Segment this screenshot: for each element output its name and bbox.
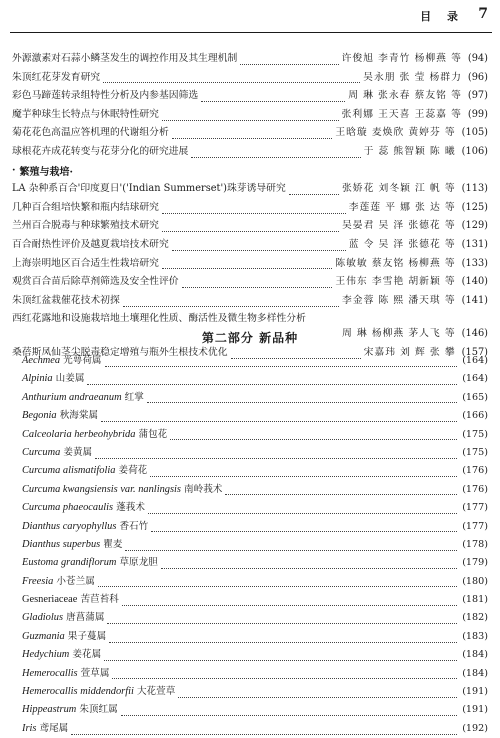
toc-entry[interactable] — [22, 370, 488, 388]
page-number: 7 — [478, 6, 488, 22]
part-title: 第二部分 新品种 — [201, 331, 299, 345]
entry-authors: 张娇花 刘冬颖 江 帆 等 — [342, 183, 456, 195]
entry-page: (99) — [467, 108, 488, 120]
latin-name: Begonia — [22, 410, 57, 422]
leader-dots — [112, 670, 457, 679]
toc-entry[interactable] — [22, 462, 488, 480]
toc-entry[interactable]: 桑蓓斯凤仙茎尖脱毒稳定增殖与瓶外生根技术优化 宋嘉玮 刘 辉 张 攀 (157) — [12, 346, 488, 358]
leader-dots — [105, 358, 458, 367]
header-rule — [10, 32, 492, 33]
subhead-bullet: · — [12, 165, 16, 177]
entry-title: 兰州百合脱毒与种球繁殖技术研究 — [12, 220, 159, 232]
toc-entry[interactable] — [22, 554, 488, 572]
leader-dots — [178, 689, 457, 698]
entry-page: (177) — [462, 520, 488, 532]
leader-dots — [172, 130, 333, 139]
chinese-name: 蓬莪术 — [116, 502, 145, 514]
entry-title: 百合耐热性评价及越夏栽培技术研究 — [12, 238, 169, 250]
entry-page: (96) — [467, 71, 488, 83]
entry-title: 几种百合组培快繁和瓶内结球研究 — [12, 201, 159, 213]
leader-dots — [122, 597, 457, 606]
entry-page: (180) — [462, 575, 488, 587]
page-header — [0, 6, 500, 28]
toc-entry[interactable] — [22, 701, 488, 719]
toc-entry[interactable] — [22, 426, 488, 444]
entry-title: 魔芋种球生长特点与休眠特性研究 — [12, 108, 159, 120]
leader-dots — [201, 93, 345, 102]
leader-dots — [103, 74, 360, 83]
entry-title: 球根花卉成花转变与花芽分化的研究进展 — [12, 145, 189, 157]
entry-authors: 许俊旭 李青竹 杨柳燕 等 — [341, 53, 462, 64]
toc-entry-long-title: 西红花露地和设施栽培地土壤理化性质、酶活性及微生物多样性分析 — [12, 313, 306, 325]
toc-entry[interactable] — [22, 444, 488, 462]
latin-name: Hemerocallis middendorfii — [22, 686, 134, 698]
entry-title: 彩色马蹄莲转录组特性分析及内参基因筛选 — [12, 90, 199, 102]
leader-dots — [162, 260, 332, 269]
entry-authors: 陈敏敏 蔡友铭 杨柳燕 等 — [335, 257, 456, 269]
toc-entry[interactable] — [12, 50, 488, 69]
entry-page: (176) — [462, 483, 488, 495]
entry-page: (131) — [461, 238, 488, 250]
leader-dots — [289, 186, 339, 195]
latin-name: Freesia — [22, 575, 54, 587]
leader-dots — [125, 542, 457, 551]
leader-dots — [150, 468, 457, 477]
latin-name: Aechmea — [22, 355, 61, 366]
entry-page: (164) — [462, 373, 488, 385]
toc-entry[interactable] — [22, 499, 488, 517]
toc-entry[interactable] — [22, 389, 488, 407]
latin-name: Hedychium — [22, 649, 70, 661]
toc-entry[interactable] — [12, 106, 488, 125]
leader-dots — [151, 523, 457, 532]
toc-entry[interactable] — [22, 628, 488, 646]
entry-page: (191) — [462, 704, 488, 716]
chinese-name: 果子蔓属 — [67, 630, 107, 642]
leader-dots — [104, 652, 457, 661]
latin-name: Curcuma — [22, 446, 61, 458]
entry-page: (179) — [462, 557, 488, 569]
leader-dots — [121, 707, 457, 716]
chinese-name: 山姜属 — [55, 373, 85, 385]
toc-entry[interactable] — [22, 665, 488, 683]
leader-dots — [162, 223, 339, 232]
entry-authors: 于 蕊 熊智颖 陈 曦 — [363, 145, 456, 157]
chinese-name: 朱顶红属 — [79, 704, 118, 716]
entry-page: (164) — [462, 355, 488, 366]
entry-authors: 吴晏君 吴 泽 张德花 等 — [342, 220, 456, 232]
entry-page: (166) — [462, 410, 488, 422]
entry-authors: 周 琳 张永春 蔡友铭 等 — [348, 90, 462, 102]
entry-page: (176) — [462, 465, 488, 477]
leader-dots — [162, 112, 339, 121]
entry-authors: 张利娜 王天喜 王蕊嘉 等 — [341, 108, 462, 120]
entry-page: (191) — [462, 686, 488, 698]
entry-title: 朱顶红盆栽催花技术初探 — [12, 294, 120, 306]
entry-page: (106) — [461, 145, 488, 157]
entry-page: (97) — [467, 90, 488, 102]
entry-title: 外源激素对石蒜小鳞茎发生的调控作用及其生理机制 — [12, 53, 238, 64]
leader-dots — [148, 505, 457, 514]
latin-name: Hemerocallis — [22, 667, 78, 679]
entry-page: (133) — [461, 257, 488, 269]
toc-entry[interactable] — [22, 481, 488, 499]
toc-entry[interactable] — [22, 609, 488, 627]
chinese-name: 姜荷花 — [118, 465, 148, 477]
toc-entry[interactable] — [22, 573, 488, 591]
toc-entry[interactable] — [22, 518, 488, 536]
entry-page: (178) — [462, 538, 488, 550]
chinese-name: 鸢尾属 — [39, 722, 69, 734]
entry-page: (192) — [462, 722, 488, 734]
entry-title: 观赏百合苗后除草剂筛选及安全性评价 — [12, 276, 179, 288]
entry-page: (140) — [461, 276, 488, 288]
leader-dots — [98, 578, 457, 587]
toc-entry[interactable] — [12, 292, 488, 311]
chinese-name: 光萼荷属 — [63, 355, 102, 366]
toc-entry[interactable] — [22, 720, 488, 738]
entry-page: (125) — [461, 201, 488, 213]
latin-name: Curcuma kwangsiensis var. nanlingsis — [22, 483, 181, 495]
leader-dots — [182, 279, 333, 288]
entry-page: (182) — [462, 612, 488, 624]
chinese-name: 红掌 — [124, 391, 144, 403]
chinese-name: 香石竹 — [119, 520, 149, 532]
latin-name: Alpinia — [22, 373, 53, 385]
leader-dots — [123, 298, 339, 307]
entry-page: (175) — [462, 428, 488, 440]
entry-title: 朱顶红花芽发育研究 — [12, 71, 101, 83]
entry-authors: 李莲莲 平 娜 张 达 等 — [348, 201, 456, 213]
entry-page: (184) — [462, 667, 488, 679]
latin-name: Iris — [22, 722, 37, 734]
entry-title: LA 杂种系百合'印度夏日'('Indian Summerset')珠芽诱导研究 — [12, 183, 286, 195]
toc-entry[interactable] — [12, 87, 488, 106]
leader-dots — [71, 726, 457, 735]
latin-name: Calceolaria herbeohybrida — [22, 428, 136, 440]
toc-entry[interactable] — [12, 143, 488, 162]
chinese-name: 小苍兰属 — [56, 575, 95, 587]
entry-authors: 王晗璇 麦焕欣 黄婷芬 等 — [335, 127, 456, 139]
entry-title: 上海崇明地区百合适生性栽培研究 — [12, 257, 159, 269]
chinese-name: 姜花属 — [72, 649, 102, 661]
entry-page: (141) — [461, 294, 488, 306]
leader-dots — [161, 560, 457, 569]
toc-entry[interactable] — [12, 124, 488, 143]
toc-entry[interactable] — [12, 255, 488, 274]
leader-dots — [191, 149, 360, 158]
leader-dots — [147, 394, 457, 403]
leader-dots — [225, 486, 457, 495]
latin-name: Curcuma alismatifolia — [22, 465, 116, 477]
chinese-name: 秋海棠属 — [59, 410, 99, 422]
entry-authors: 李金蓉 陈 熙 潘天琪 等 — [342, 294, 456, 306]
entry-page: (94) — [467, 53, 488, 64]
latin-name: Dianthus caryophyllus — [22, 520, 117, 532]
leader-dots — [240, 56, 338, 65]
toc-part1 — [12, 50, 488, 363]
latin-name: Eustoma grandiflorum — [22, 557, 117, 569]
entry-authors: 吴永朋 张 莹 杨群力 — [363, 71, 462, 83]
chinese-name: 姜黄属 — [63, 446, 93, 458]
entry-page: (175) — [462, 446, 488, 458]
toc-entry[interactable] — [22, 352, 488, 370]
chinese-name: 蒲包花 — [138, 428, 168, 440]
toc-entry[interactable] — [22, 683, 488, 701]
entry-page: (181) — [462, 594, 488, 606]
chinese-name: 萱草属 — [80, 667, 110, 679]
latin-name: Curcuma phaeocaulis — [22, 502, 114, 514]
toc-entry[interactable] — [22, 591, 488, 609]
entry-page: (177) — [462, 502, 488, 514]
latin-name: Gesneriaceae — [22, 594, 78, 606]
entry-authors: 蓝 令 吴 泽 张德花 等 — [348, 238, 456, 250]
chinese-name: 南岭莪术 — [184, 483, 223, 495]
leader-dots — [109, 634, 457, 643]
toc-part2 — [22, 352, 488, 738]
leader-dots — [107, 615, 457, 624]
entry-authors: 王伟东 李雪艳 胡新颖 等 — [335, 276, 456, 288]
latin-name: Dianthus superbus — [22, 538, 101, 550]
entry-page: (113) — [461, 183, 488, 195]
toc-entry[interactable] — [12, 180, 488, 199]
leader-dots — [101, 413, 457, 422]
entry-page: (105) — [461, 127, 488, 139]
chinese-name: 苦苣苔科 — [80, 594, 119, 606]
latin-name: Guzmania — [22, 630, 65, 642]
leader-dots — [87, 376, 457, 385]
chinese-name: 瞿麦 — [103, 538, 123, 550]
chinese-name: 大花萱草 — [136, 686, 176, 698]
toc-entry[interactable] — [22, 646, 488, 664]
leader-dots — [172, 242, 346, 251]
leader-dots — [170, 431, 457, 440]
toc-entry[interactable] — [12, 217, 488, 236]
toc-entry[interactable] — [12, 199, 488, 218]
latin-name: Gladiolus — [22, 612, 63, 624]
chinese-name: 草原龙胆 — [119, 557, 158, 569]
latin-name: Anthurium andraeanum — [22, 391, 122, 403]
header-title: 目 录 — [420, 10, 464, 23]
toc-entry[interactable] — [12, 69, 488, 88]
toc-entry-long-authors: 周 琳 杨柳燕 茅人飞 等 (146) — [342, 328, 488, 340]
entry-page: (184) — [462, 649, 488, 661]
subhead-label: 繁殖与栽培· — [19, 167, 73, 179]
latin-name: Hippeastrum — [22, 704, 77, 716]
leader-dots — [95, 450, 457, 459]
entry-page: (129) — [461, 220, 488, 232]
toc-entry[interactable] — [12, 273, 488, 292]
toc-entry[interactable] — [22, 407, 488, 425]
section-subhead — [12, 162, 488, 181]
toc-entry[interactable] — [22, 536, 488, 554]
entry-page: (183) — [462, 630, 488, 642]
entry-title: 菊花花色高温应答机理的代谢组分析 — [12, 127, 169, 139]
leader-dots — [162, 205, 346, 214]
entry-page: (165) — [462, 391, 488, 403]
chinese-name: 唐菖蒲属 — [66, 612, 105, 624]
toc-entry[interactable] — [12, 236, 488, 255]
